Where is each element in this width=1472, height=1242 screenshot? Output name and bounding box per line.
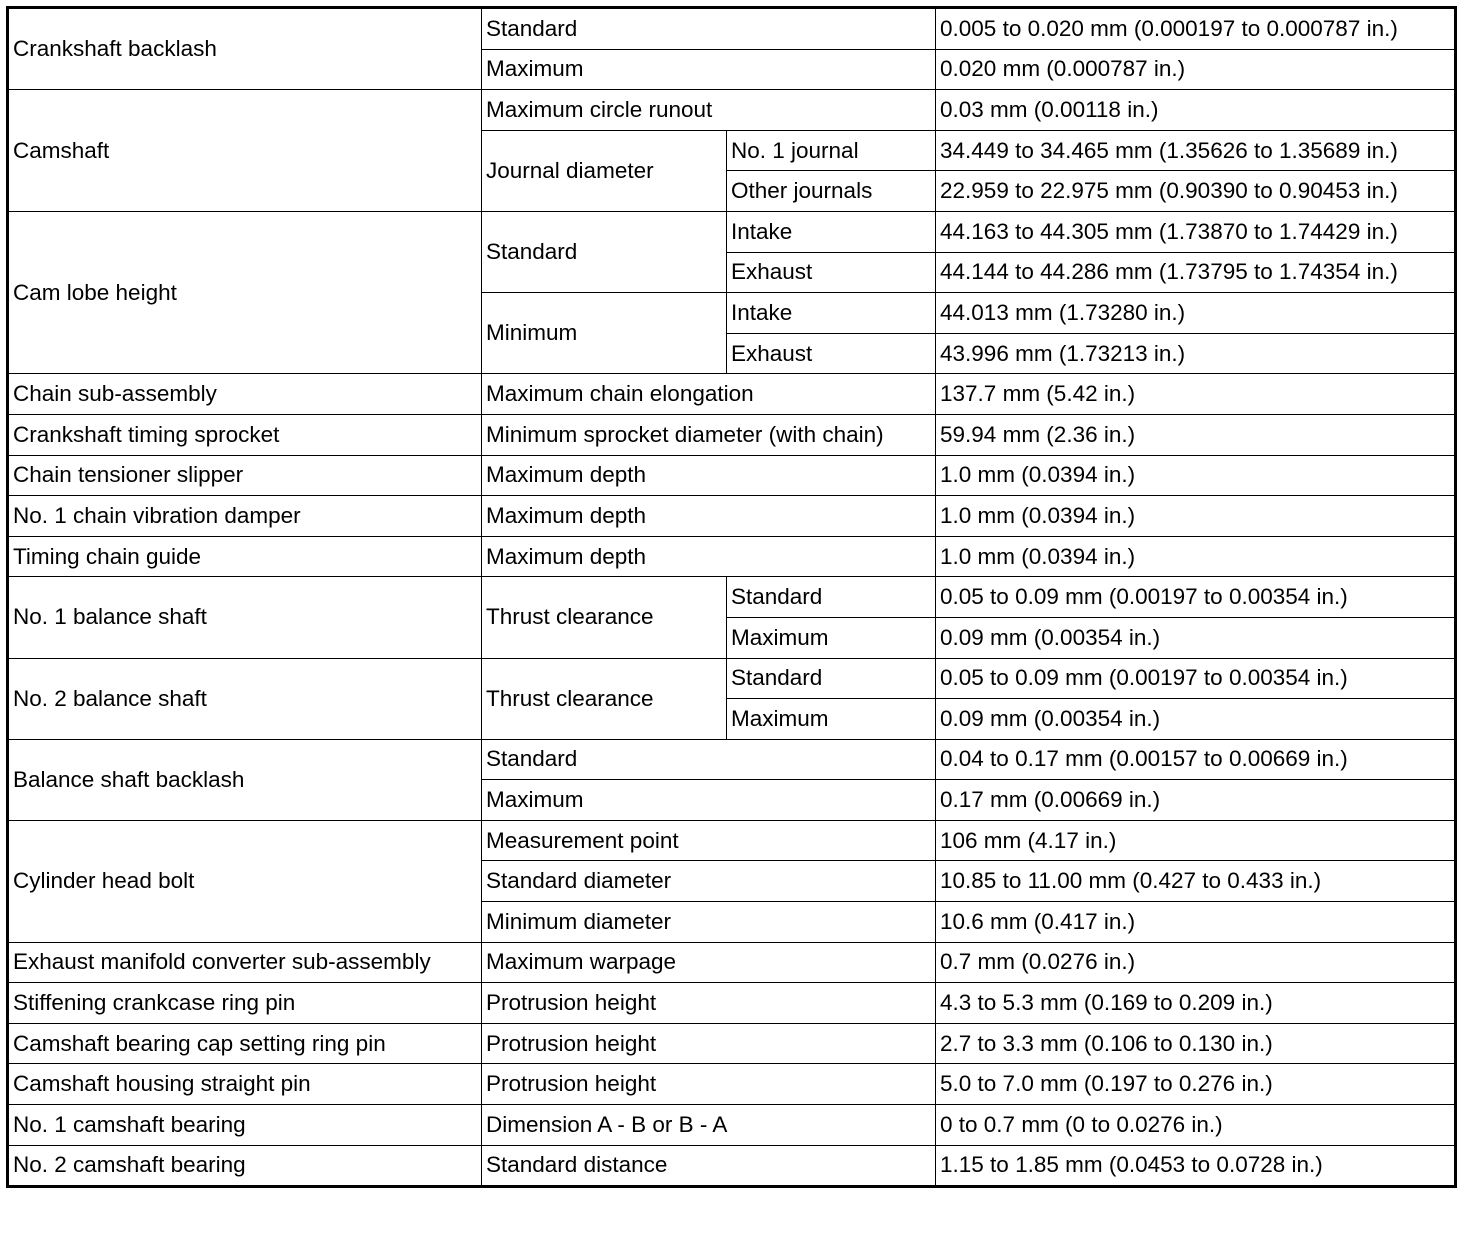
table-row xyxy=(8,8,1456,50)
spec-value: 1.0 mm (0.0394 in.) xyxy=(936,496,1456,537)
spec-label: Dimension A - B or B - A xyxy=(482,1105,936,1146)
spec-value: 0.17 mm (0.00669 in.) xyxy=(936,780,1456,821)
spec-value: 34.449 to 34.465 mm (1.35626 to 1.35689 in.) xyxy=(936,130,1456,171)
spec-sublabel: No. 1 journal xyxy=(727,130,936,171)
spec-sublabel: Maximum xyxy=(727,617,936,658)
spec-value: 1.0 mm (0.0394 in.) xyxy=(936,536,1456,577)
spec-label: Standard xyxy=(482,739,936,780)
spec-value: 5.0 to 7.0 mm (0.197 to 0.276 in.) xyxy=(936,1064,1456,1105)
spec-label: Maximum xyxy=(482,49,936,90)
spec-label: Maximum xyxy=(482,780,936,821)
spec-label: Thrust clearance xyxy=(482,577,727,658)
spec-label: Protrusion height xyxy=(482,1023,936,1064)
table-row xyxy=(8,577,1456,618)
spec-label: Protrusion height xyxy=(482,983,936,1024)
spec-label: Maximum warpage xyxy=(482,942,936,983)
spec-value: 44.013 mm (1.73280 in.) xyxy=(936,293,1456,334)
table-row xyxy=(8,536,1456,577)
spec-sublabel: Intake xyxy=(727,293,936,334)
spec-sublabel: Standard xyxy=(727,658,936,699)
item-name: Crankshaft backlash xyxy=(8,8,482,90)
spec-value: 22.959 to 22.975 mm (0.90390 to 0.90453 in.) xyxy=(936,171,1456,212)
spec-value: 0.020 mm (0.000787 in.) xyxy=(936,49,1456,90)
spec-label: Standard diameter xyxy=(482,861,936,902)
spec-label: Standard xyxy=(482,211,727,292)
table-row xyxy=(8,414,1456,455)
table-row xyxy=(8,1145,1456,1187)
spec-sublabel: Exhaust xyxy=(727,252,936,293)
spec-label: Minimum sprocket diameter (with chain) xyxy=(482,414,936,455)
item-name: Exhaust manifold converter sub-assembly xyxy=(8,942,482,983)
spec-label: Maximum depth xyxy=(482,496,936,537)
spec-value: 0 to 0.7 mm (0 to 0.0276 in.) xyxy=(936,1105,1456,1146)
spec-value: 0.03 mm (0.00118 in.) xyxy=(936,90,1456,131)
table-row xyxy=(8,983,1456,1024)
spec-sublabel: Other journals xyxy=(727,171,936,212)
table-row xyxy=(8,496,1456,537)
table-row xyxy=(8,1023,1456,1064)
table-row xyxy=(8,455,1456,496)
spec-value: 0.09 mm (0.00354 in.) xyxy=(936,699,1456,740)
specification-table xyxy=(6,6,1457,1188)
spec-value: 43.996 mm (1.73213 in.) xyxy=(936,333,1456,374)
table-row xyxy=(8,942,1456,983)
spec-label: Maximum chain elongation xyxy=(482,374,936,415)
spec-value: 0.04 to 0.17 mm (0.00157 to 0.00669 in.) xyxy=(936,739,1456,780)
spec-label: Standard xyxy=(482,8,936,50)
item-name: Cylinder head bolt xyxy=(8,820,482,942)
spec-value: 137.7 mm (5.42 in.) xyxy=(936,374,1456,415)
spec-value: 44.163 to 44.305 mm (1.73870 to 1.74429 in.) xyxy=(936,211,1456,252)
spec-label: Journal diameter xyxy=(482,130,727,211)
item-name: Stiffening crankcase ring pin xyxy=(8,983,482,1024)
spec-value: 0.05 to 0.09 mm (0.00197 to 0.00354 in.) xyxy=(936,577,1456,618)
spec-value: 0.09 mm (0.00354 in.) xyxy=(936,617,1456,658)
table-row xyxy=(8,1105,1456,1146)
table-row xyxy=(8,374,1456,415)
spec-value: 1.15 to 1.85 mm (0.0453 to 0.0728 in.) xyxy=(936,1145,1456,1187)
spec-label: Maximum depth xyxy=(482,455,936,496)
spec-label: Measurement point xyxy=(482,820,936,861)
table-row xyxy=(8,90,1456,131)
spec-value: 59.94 mm (2.36 in.) xyxy=(936,414,1456,455)
item-name: Chain sub-assembly xyxy=(8,374,482,415)
spec-sublabel: Exhaust xyxy=(727,333,936,374)
item-name: Chain tensioner slipper xyxy=(8,455,482,496)
spec-label: Maximum circle runout xyxy=(482,90,936,131)
spec-value: 4.3 to 5.3 mm (0.169 to 0.209 in.) xyxy=(936,983,1456,1024)
table-row xyxy=(8,1064,1456,1105)
item-name: Camshaft xyxy=(8,90,482,212)
table-row xyxy=(8,211,1456,252)
spec-value: 0.7 mm (0.0276 in.) xyxy=(936,942,1456,983)
item-name: Crankshaft timing sprocket xyxy=(8,414,482,455)
item-name: No. 2 balance shaft xyxy=(8,658,482,739)
item-name: Cam lobe height xyxy=(8,211,482,373)
table-row xyxy=(8,658,1456,699)
spec-label: Thrust clearance xyxy=(482,658,727,739)
spec-value: 106 mm (4.17 in.) xyxy=(936,820,1456,861)
spec-value: 0.05 to 0.09 mm (0.00197 to 0.00354 in.) xyxy=(936,658,1456,699)
spec-value: 10.6 mm (0.417 in.) xyxy=(936,902,1456,943)
spec-label: Standard distance xyxy=(482,1145,936,1187)
item-name: No. 1 balance shaft xyxy=(8,577,482,658)
item-name: No. 1 camshaft bearing xyxy=(8,1105,482,1146)
spec-label: Minimum xyxy=(482,293,727,374)
item-name: Timing chain guide xyxy=(8,536,482,577)
spec-sublabel: Standard xyxy=(727,577,936,618)
table-row xyxy=(8,820,1456,861)
spec-label: Minimum diameter xyxy=(482,902,936,943)
spec-label: Protrusion height xyxy=(482,1064,936,1105)
table-row xyxy=(8,739,1456,780)
spec-label: Maximum depth xyxy=(482,536,936,577)
spec-sublabel: Maximum xyxy=(727,699,936,740)
item-name: No. 1 chain vibration damper xyxy=(8,496,482,537)
spec-value: 0.005 to 0.020 mm (0.000197 to 0.000787 in.) xyxy=(936,8,1456,50)
spec-value: 2.7 to 3.3 mm (0.106 to 0.130 in.) xyxy=(936,1023,1456,1064)
item-name: No. 2 camshaft bearing xyxy=(8,1145,482,1187)
item-name: Balance shaft backlash xyxy=(8,739,482,820)
spec-value: 1.0 mm (0.0394 in.) xyxy=(936,455,1456,496)
item-name: Camshaft bearing cap setting ring pin xyxy=(8,1023,482,1064)
spec-value: 44.144 to 44.286 mm (1.73795 to 1.74354 in.) xyxy=(936,252,1456,293)
spec-value: 10.85 to 11.00 mm (0.427 to 0.433 in.) xyxy=(936,861,1456,902)
spec-sublabel: Intake xyxy=(727,211,936,252)
item-name: Camshaft housing straight pin xyxy=(8,1064,482,1105)
